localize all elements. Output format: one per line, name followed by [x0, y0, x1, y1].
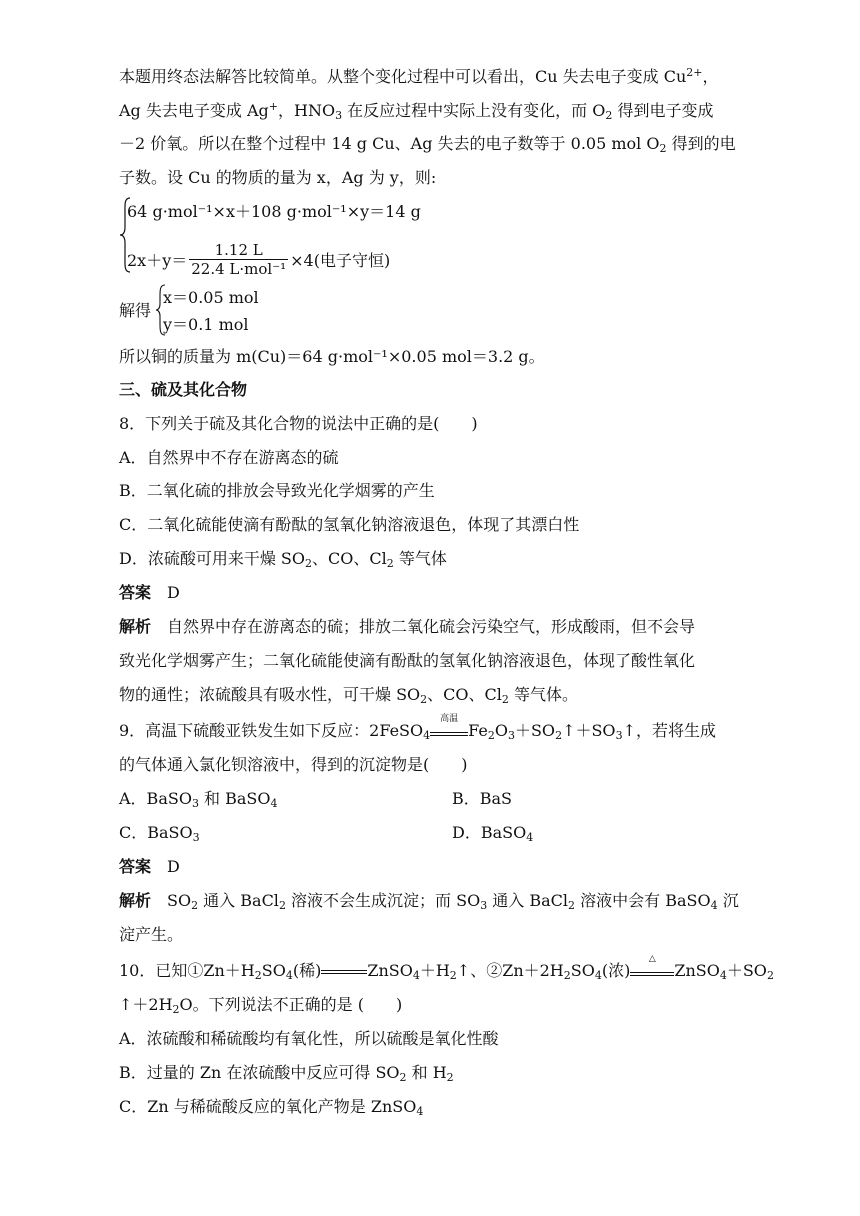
numerator: 1.12 L [189, 241, 288, 260]
subscript: 2 [449, 969, 457, 982]
text: ＋H [419, 961, 450, 980]
text: 溶液不会生成沉淀；而 SO [285, 891, 481, 910]
denominator: 22.4 L·mol⁻¹ [191, 260, 287, 278]
text: SO [167, 891, 192, 910]
q9-option-b: B．BaS [452, 789, 513, 808]
subscript: 3 [615, 729, 623, 742]
equals-bar [321, 970, 367, 974]
text: O。下列说法不正确的是 ( ) [179, 995, 403, 1014]
subscript: 4 [719, 969, 727, 982]
subscript: 4 [423, 729, 431, 742]
text: 物的通性；浓硫酸具有吸水性，可干燥 SO [119, 685, 421, 704]
text: Ag 失去电子变成 Ag [119, 101, 269, 120]
q8-analysis-2: 致光化学烟雾产生；二氧化硫能使滴有酚酞的氢氧化钠溶液退色，体现了酸性氧化 [119, 651, 696, 670]
equation-system [119, 197, 519, 277]
superscript: 2+ [686, 66, 703, 79]
subscript: 2 [659, 142, 667, 155]
text: D．浓硫酸可用来干燥 SO [119, 549, 305, 568]
text: ZnSO [674, 961, 720, 980]
text: SO [261, 961, 286, 980]
text: D．BaSO [452, 823, 527, 842]
subscript: 2 [501, 693, 509, 706]
solution-x: x＝0.05 mol [163, 288, 259, 307]
condition-label: 高温 [440, 714, 459, 724]
q10-option-b [119, 1062, 820, 1084]
equation-1: 64 g·mol⁻¹×x＋108 g·mol⁻¹×y＝14 g [127, 202, 421, 221]
subscript: 2 [605, 109, 613, 122]
text: 和 H [406, 1063, 447, 1082]
subscript: 3 [335, 109, 343, 122]
q8-option-b: B．二氧化硫的排放会导致光化学烟雾的产生 [119, 481, 435, 500]
subscript: 2 [191, 899, 199, 912]
q9-option-a [119, 789, 278, 808]
q9-analysis-2: 淀产生。 [119, 925, 184, 944]
answer-label: 答案 [119, 583, 152, 602]
subscript: 4 [416, 1105, 424, 1118]
text: ↑＋2H [119, 995, 173, 1014]
solve-label: 解得 [119, 301, 152, 320]
text: 、CO、Cl [312, 549, 387, 568]
text: 等气体。 [508, 685, 578, 704]
subscript: 4 [270, 797, 278, 810]
text: ↑＋SO [562, 721, 616, 740]
subscript: 2 [766, 969, 774, 982]
q8-option-d [119, 548, 820, 570]
reaction-condition [430, 714, 468, 736]
analysis-label: 解析 [119, 891, 152, 910]
text: Fe [468, 721, 488, 740]
q9-options-ab [119, 788, 820, 810]
text: ×4(电子守恒) [290, 251, 391, 270]
q9-answer [119, 856, 820, 878]
text: 得到的电 [666, 134, 736, 153]
text: O [494, 721, 508, 740]
fraction [189, 241, 288, 278]
text: 等气体 [393, 549, 447, 568]
subscript: 3 [480, 899, 488, 912]
text: ↑、②Zn＋2H [456, 961, 564, 980]
text: ↑，若将生成 [622, 721, 716, 740]
q8-analysis-3 [119, 684, 820, 706]
q10-stem-2 [119, 994, 820, 1016]
subscript: 3 [192, 831, 200, 844]
solution-line-4 [119, 167, 820, 189]
text: 通入 BaCl [487, 891, 569, 910]
text: 和 BaSO [198, 789, 271, 808]
text: (稀) [292, 961, 322, 980]
subscript: 4 [285, 969, 293, 982]
subscript: 2 [305, 557, 312, 570]
text: ， [702, 67, 719, 86]
text: ＋SO [726, 961, 767, 980]
q9-stem-2: 的气体通入氯化钡溶液中，得到的沉淀物是( ) [119, 755, 468, 774]
answer-value: D [167, 583, 180, 602]
subscript: 2 [446, 1071, 454, 1084]
solution-y: y＝0.1 mol [163, 315, 249, 334]
reaction-condition [630, 954, 674, 976]
subscript: 2 [386, 557, 394, 570]
text: ＋SO [514, 721, 556, 740]
subscript: 2 [399, 1071, 407, 1084]
subscript: 2 [420, 693, 428, 706]
q9-option-d [452, 822, 533, 844]
solution-line-1 [119, 66, 820, 88]
equals-bar [630, 972, 674, 976]
text: 在反应过程中实际上没有变化，而 O [342, 101, 606, 120]
text: C．BaSO [119, 823, 193, 842]
text: 本题用终态法解答比较简单。从整个变化过程中可以看出，Cu 失去电子变成 Cu [119, 67, 687, 86]
q9-stem-1 [119, 714, 820, 742]
text: C．Zn 与稀硫酸反应的氧化产物是 ZnSO [119, 1097, 417, 1116]
answer-value: D [167, 857, 180, 876]
heat-condition: △ [648, 954, 656, 964]
q8-stem: 8．下列关于硫及其化合物的说法中正确的是( ) [119, 414, 478, 433]
subscript: 4 [710, 899, 718, 912]
text: 10．已知①Zn＋H [119, 961, 255, 980]
subscript: 3 [191, 797, 199, 810]
subscript: 2 [568, 899, 576, 912]
subscript: 4 [594, 969, 602, 982]
solution-line-2 [119, 100, 820, 122]
text: 9．高温下硫酸亚铁发生如下反应：2FeSO [119, 721, 424, 740]
subscript: 3 [507, 729, 515, 742]
solution-result [119, 282, 419, 338]
subscript: 2 [555, 729, 563, 742]
answer-label: 答案 [119, 857, 152, 876]
text: 溶液中会有 BaSO [575, 891, 711, 910]
q9-options-cd [119, 822, 820, 844]
text: －2 价氧。所以在整个过程中 14 g Cu、Ag 失去的电子数等于 0.05 mol O [119, 134, 660, 153]
subscript: 2 [487, 729, 495, 742]
text: 、CO、Cl [427, 685, 502, 704]
q10-option-c [119, 1096, 820, 1118]
subscript: 2 [172, 1003, 180, 1016]
text: ZnSO [367, 961, 413, 980]
equals-arrow [321, 970, 367, 974]
superscript: + [268, 100, 278, 113]
q8-option-c: C．二氧化硫能使滴有酚酞的氢氧化钠溶液退色，体现了其漂白性 [119, 515, 580, 534]
q8-answer [119, 582, 820, 604]
q10-stem-1 [119, 954, 820, 982]
subscript: 2 [278, 899, 286, 912]
q8-option-a: A．自然界中不存在游离态的硫 [119, 448, 339, 467]
analysis-label: 解析 [119, 617, 152, 636]
text: 2x＋y＝ [127, 251, 188, 270]
q10-option-a: A．浓硫酸和稀硫酸均有氧化性，所以硫酸是氧化性酸 [119, 1029, 499, 1048]
conclusion-line: 所以铜的质量为 m(Cu)＝64 g·mol⁻¹×0.05 mol＝3.2 g。 [119, 347, 545, 366]
subscript: 4 [412, 969, 420, 982]
text: (浓) [601, 961, 631, 980]
subscript: 4 [526, 831, 534, 844]
equals-bar [430, 732, 468, 736]
text: 自然界中存在游离态的硫；排放二氧化硫会污染空气，形成酸雨，但不会导 [167, 617, 696, 636]
text: 得到电子变成 [612, 101, 714, 120]
text: 沉 [717, 891, 739, 910]
text: B．过量的 Zn 在浓硫酸中反应可得 SO [119, 1063, 400, 1082]
text: A．BaSO [119, 789, 192, 808]
q9-analysis-1 [119, 890, 820, 912]
subscript: 2 [254, 969, 262, 982]
section-title: 三、硫及其化合物 [119, 380, 248, 399]
text: 子数。设 Cu 的物质的量为 x，Ag 为 y，则: [119, 168, 437, 187]
text: 通入 BaCl [198, 891, 279, 910]
text: SO [570, 961, 595, 980]
equation-2 [127, 243, 390, 280]
q9-option-c [119, 823, 200, 842]
q8-analysis-1 [119, 616, 820, 638]
text: ，HNO [278, 101, 336, 120]
subscript: 2 [563, 969, 571, 982]
solution-line-3 [119, 133, 820, 155]
